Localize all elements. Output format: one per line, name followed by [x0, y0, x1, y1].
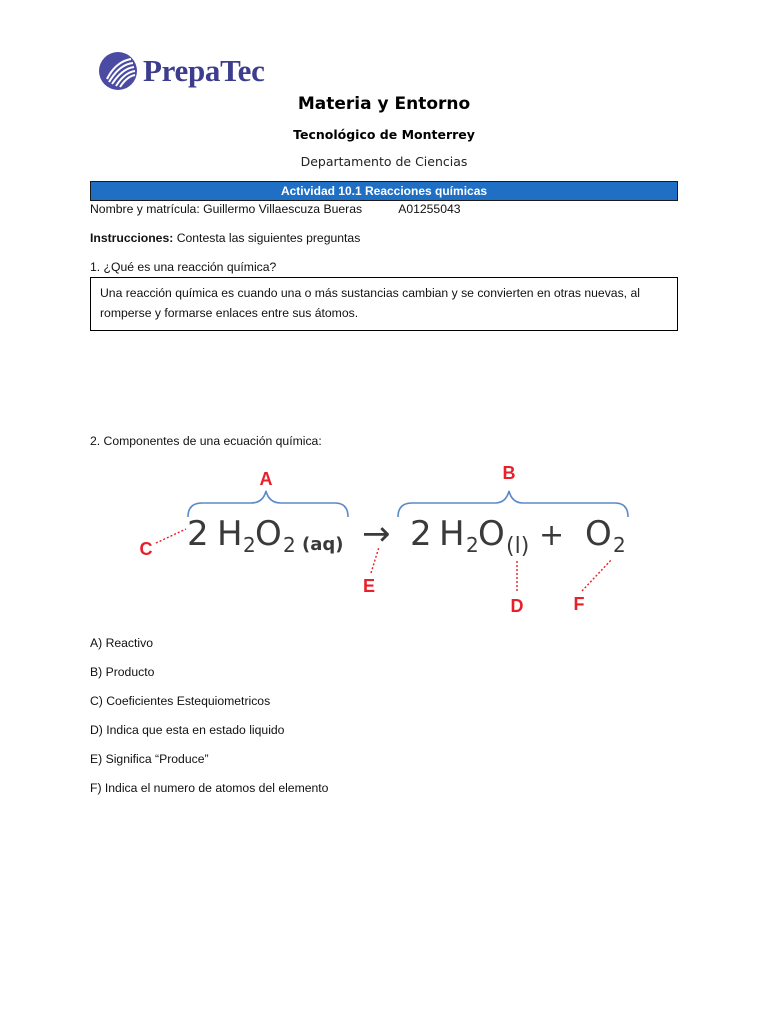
student-name: Guillermo Villaescuza Bueras: [203, 202, 363, 216]
component-b: B) Producto: [90, 665, 155, 679]
student-id: A01255043: [398, 202, 461, 216]
product1-h-subscript: 2: [466, 533, 479, 557]
product1-coefficient: 2: [410, 514, 432, 554]
component-e: E) Significa “Produce”: [90, 752, 209, 766]
pointer-c: [156, 529, 186, 543]
instructions-line: [90, 231, 360, 245]
prepatec-globe-icon: [98, 51, 138, 91]
plus-sign: +: [539, 518, 565, 553]
reactant-o-subscript: 2: [283, 533, 296, 557]
student-line: [90, 202, 461, 216]
reactant-coefficient: 2: [187, 514, 209, 554]
document-title: Materia y Entorno: [297, 94, 471, 114]
reactant-h-symbol: H: [217, 514, 243, 554]
pointer-f: [582, 559, 612, 591]
instructions-text: Contesta las siguientes preguntas: [176, 231, 361, 245]
department-name: Departamento de Ciencias: [300, 154, 468, 169]
product1-h-symbol: H: [439, 514, 465, 554]
label-b: B: [502, 463, 516, 483]
question-1-prompt: 1. ¿Qué es una reacción química?: [90, 260, 277, 274]
component-f: F) Indica el numero de atomos del elemento: [90, 781, 329, 795]
label-e: E: [362, 576, 376, 596]
institution-name: Tecnológico de Monterrey: [293, 127, 475, 142]
question-1-answer-box: [90, 277, 678, 331]
question-2-prompt: 2. Componentes de una ecuación química:: [90, 434, 322, 448]
product2-o-subscript: 2: [613, 533, 626, 557]
chemical-equation-figure: [130, 455, 640, 620]
label-c: C: [139, 539, 153, 559]
label-d: D: [510, 596, 524, 616]
component-a: A) Reactivo: [90, 636, 153, 650]
product1-state: (l): [506, 534, 530, 559]
product1-o-symbol: O: [478, 514, 505, 554]
label-a: A: [259, 469, 273, 489]
product2-o-symbol: O: [585, 514, 612, 554]
logo-wordmark: PrepaTec: [143, 53, 265, 88]
reactant-h-subscript: 2: [243, 533, 256, 557]
reaction-arrow: →: [362, 514, 391, 554]
component-c: C) Coeficientes Estequiometricos: [90, 694, 271, 708]
prepatec-logo: [98, 48, 265, 94]
question-1-answer: Una reacción química es cuando una o más sustancias cambian y se convierten en otras nuevas, al romperse y formarse enlaces entre sus átomos.: [100, 286, 640, 320]
component-d: D) Indica que esta en estado liquido: [90, 723, 285, 737]
activity-banner: Actividad 10.1 Reacciones químicas: [90, 181, 678, 201]
student-label: Nombre y matrícula:: [90, 202, 200, 216]
instructions-label: Instrucciones:: [90, 231, 174, 245]
reactant-o-symbol: O: [255, 514, 282, 554]
reactant-state: (aq): [302, 534, 344, 555]
label-f: F: [573, 594, 585, 614]
